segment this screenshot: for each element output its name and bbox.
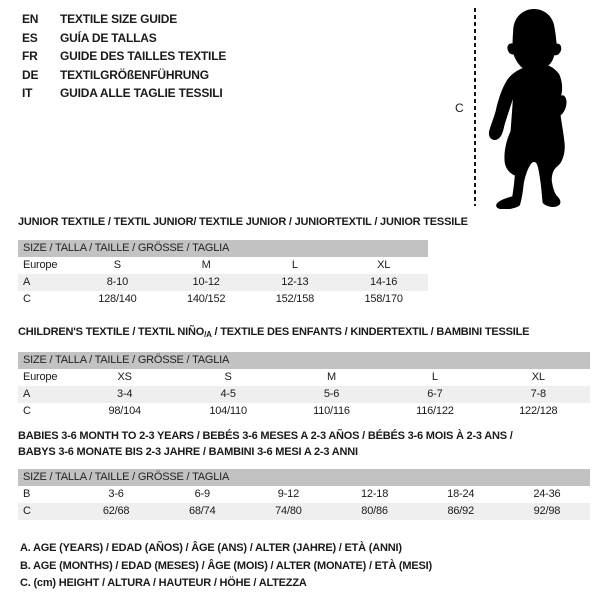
row-label: A <box>23 276 31 288</box>
cell: 12-18 <box>361 488 389 500</box>
language-title: GUIDE DES TAILLES TEXTILE <box>60 49 227 63</box>
cell: S <box>224 371 232 383</box>
cell: 3-6 <box>108 488 124 500</box>
table-title <box>18 326 590 341</box>
title-part: / TEXTILE DES ENFANTS / KINDERTEXTIL / BAMBINI TESSILE <box>211 326 530 338</box>
size-header-bar: SIZE / TALLA / TAILLE / GRÖSSE / TAGLIA <box>18 469 590 486</box>
cell: 110/116 <box>313 405 350 417</box>
cell: 80/86 <box>361 505 388 517</box>
title-line-2: BABYS 3-6 MONATE BIS 2-3 JAHRE / BAMBINI 3-6 MESI A 2-3 ANNI <box>18 446 358 458</box>
children-textile-table <box>18 326 590 420</box>
language-row-fr <box>22 47 226 66</box>
language-title: GUÍA DE TALLAS <box>60 30 157 45</box>
language-code: DE <box>22 67 39 82</box>
cell: 74/80 <box>275 505 302 517</box>
cell: M <box>327 371 336 383</box>
table-row-c <box>18 503 590 520</box>
cell: 8-10 <box>106 276 128 288</box>
language-code: FR <box>22 49 38 63</box>
cell: XL <box>531 371 545 383</box>
cell: 116/122 <box>416 405 454 417</box>
table-row-europe <box>18 257 428 274</box>
junior-textile-table <box>18 216 468 308</box>
cell: 128/140 <box>98 293 137 305</box>
footnotes <box>20 540 432 593</box>
cell: 12-13 <box>281 276 309 288</box>
table-row-c <box>18 291 428 308</box>
language-title: TEXTILE SIZE GUIDE <box>60 12 178 26</box>
cell: 7-8 <box>530 388 546 400</box>
cell: 98/104 <box>108 405 141 417</box>
cell: 4-5 <box>220 388 236 400</box>
row-label: Europe <box>23 371 58 383</box>
cell: 86/92 <box>447 505 474 517</box>
table-row-a <box>18 386 590 403</box>
cell: 92/98 <box>533 505 561 517</box>
footnote-b: B. AGE (MONTHS) / EDAD (MESES) / ÂGE (MOIS) / ALTER (MONATE) / ETÀ (MESI) <box>20 559 432 572</box>
cell: 14-16 <box>370 276 398 288</box>
cell: 9-12 <box>277 488 300 500</box>
cell: 62/68 <box>102 505 130 517</box>
title-line-1: BABIES 3-6 MONTH TO 2-3 YEARS / BEBÉS 3-6 MESES A 2-3 AÑOS / BÉBÉS 3-6 MOIS À 2-3 ANS / <box>18 430 513 442</box>
row-label: Europe <box>23 259 58 271</box>
height-measure-dashed-line <box>474 8 476 206</box>
language-list <box>22 10 226 103</box>
cell: 158/170 <box>364 293 403 305</box>
cell: XS <box>117 371 132 383</box>
cell: 6-9 <box>194 488 210 500</box>
table-title: JUNIOR TEXTILE / TEXTIL JUNIOR/ TEXTILE JUNIOR / JUNIORTEXTIL / JUNIOR TESSILE <box>18 216 468 228</box>
size-header-bar: SIZE / TALLA / TAILLE / GRÖSSE / TAGLIA <box>18 240 428 257</box>
language-row-de <box>22 66 226 85</box>
language-row-en <box>22 10 226 29</box>
cell: 104/110 <box>209 405 247 417</box>
table-row-a <box>18 274 428 291</box>
cell: 152/158 <box>275 293 315 305</box>
cell: 68/74 <box>188 505 216 517</box>
cell: 5-6 <box>323 388 340 400</box>
language-row-it <box>22 84 226 103</box>
cell: XL <box>377 259 391 271</box>
language-code: ES <box>22 30 38 45</box>
language-row-es <box>22 29 226 48</box>
cell: 6-7 <box>427 388 443 400</box>
babies-textile-table <box>18 428 590 520</box>
language-code: IT <box>22 86 33 100</box>
footnote-c: C. (cm) HEIGHT / ALTURA / HAUTEUR / HÖHE / ALTEZZA <box>20 577 307 589</box>
row-label: C <box>23 405 31 417</box>
cell: L <box>291 259 298 271</box>
row-label: B <box>23 488 31 500</box>
table-row-europe <box>18 369 590 386</box>
cell: 24-36 <box>533 488 561 500</box>
cell: 18-24 <box>447 488 475 500</box>
title-subscript: /A <box>204 330 212 339</box>
measure-label-c: C <box>455 101 464 115</box>
cell: 140/152 <box>186 293 226 305</box>
table-row-c <box>18 403 590 420</box>
language-title: GUIDA ALLE TAGLIE TESSILI <box>60 86 223 100</box>
table-row-b <box>18 486 590 503</box>
footnote-a: A. AGE (YEARS) / EDAD (AÑOS) / ÂGE (ANS) / ALTER (JAHRE) / ETÀ (ANNI) <box>20 542 402 554</box>
row-label: C <box>23 293 31 305</box>
title-part: CHILDREN'S TEXTILE / TEXTIL NIÑO <box>18 326 205 338</box>
row-label: A <box>23 388 31 400</box>
language-code: EN <box>22 12 39 26</box>
cell: S <box>113 259 121 271</box>
table-title <box>18 428 590 460</box>
cell: 3-4 <box>117 388 133 400</box>
cell: M <box>201 259 211 271</box>
toddler-silhouette-icon <box>484 7 584 209</box>
row-label: C <box>23 505 31 517</box>
size-header-bar: SIZE / TALLA / TAILLE / GRÖSSE / TAGLIA <box>18 352 590 369</box>
cell: 10-12 <box>192 276 220 288</box>
language-title: TEXTILGRÖßENFÜHRUNG <box>60 67 209 82</box>
cell: 122/128 <box>519 405 558 417</box>
cell: L <box>431 371 438 383</box>
